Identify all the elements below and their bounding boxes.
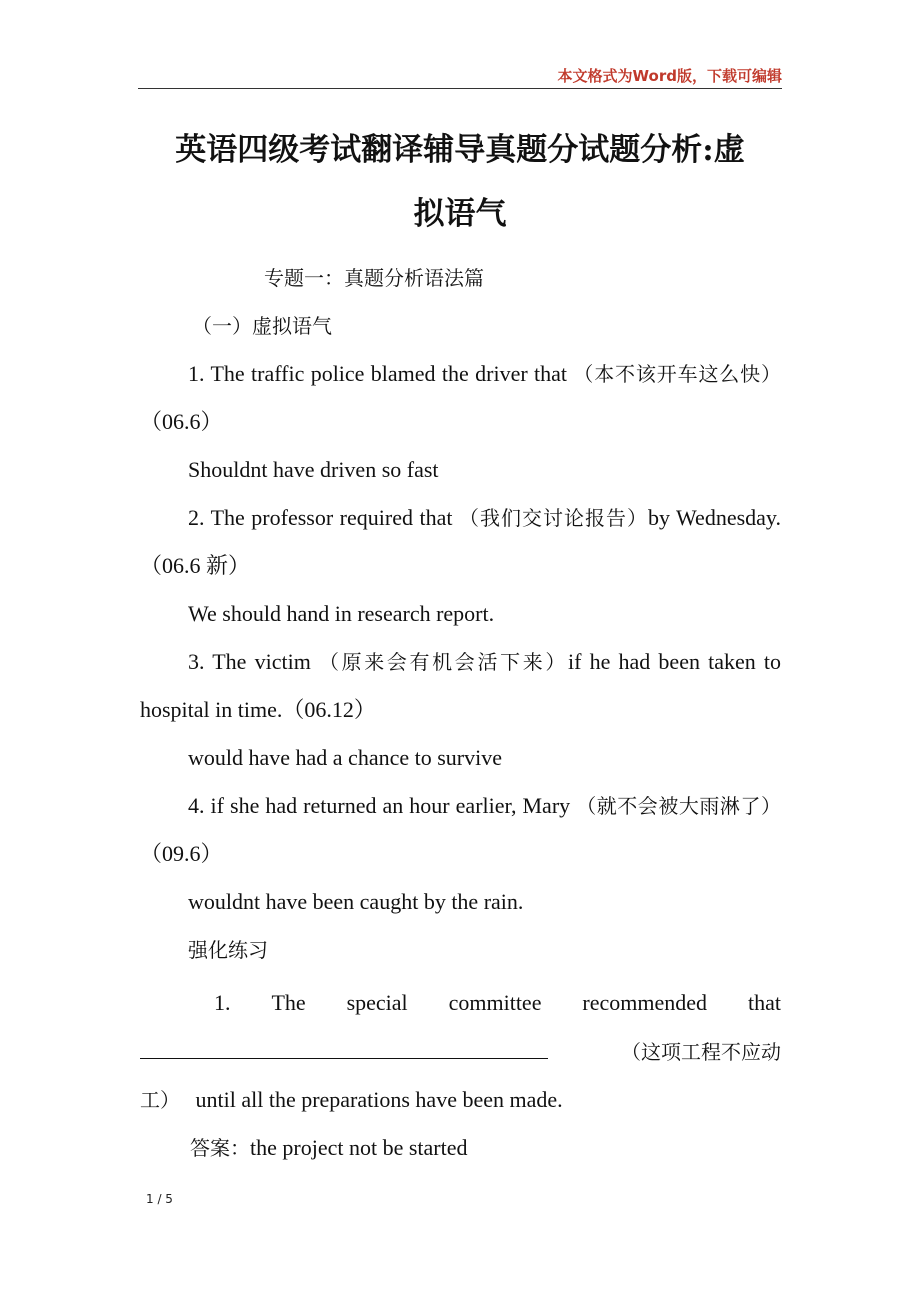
question-source: by Wednesday. （06.6 新） [140,505,781,578]
practice-question-1-line-2 [140,1036,781,1065]
question-hint: （本不该开车这么快） [573,362,782,386]
question-hint: （就不会被大雨淋了） [576,794,782,818]
answer-label: 答案： [190,1136,250,1160]
question-text: 4. if she had returned an hour earlier, Mary [188,793,577,818]
question-source: if he had been taken to hospital in time.（06.12） [140,649,781,722]
answer-1: Shouldnt have driven so fast [188,457,439,482]
question-3 [140,638,781,734]
document-title [138,118,782,246]
document-body [140,254,781,974]
practice-tail: until all the preparations have been made. [195,1087,563,1112]
answer-2: We should hand in research report. [188,601,495,626]
answer-4: wouldnt have been caught by the rain. [188,889,524,914]
practice-word: 1. [214,990,231,1015]
question-text: 1. The traffic police blamed the driver that [188,361,574,386]
question-4 [140,782,781,878]
header-divider [138,88,782,89]
practice-answer-1 [140,1132,831,1161]
question-source: （06.6） [140,409,223,434]
question-hint: （原来会有机会活下来） [318,650,569,674]
title-line-1: 英语四级考试翻译辅导真题分试题分析:虚 [175,132,745,168]
question-1 [140,350,781,446]
page-number: 1 / 5 [146,1192,173,1206]
practice-word: recommended [582,990,708,1015]
practice-word: committee [448,990,542,1015]
question-text: 3. The victim [188,649,319,674]
practice-word: special [346,990,408,1015]
practice-heading: 强化练习 [188,938,268,962]
practice-word: that [747,990,781,1015]
question-2 [140,494,781,590]
answer-blank [140,1036,548,1059]
practice-word: The [271,990,306,1015]
subsection-heading: （一）虚拟语气 [192,314,332,338]
answer-text: the project not be started [250,1135,468,1160]
practice-hint: （这项工程不应动 [621,1040,781,1064]
question-text: 2. The professor required that [188,505,459,530]
answer-3: would have had a chance to survive [188,745,502,770]
question-hint: （我们交讨论报告） [458,506,648,530]
question-source: （09.6） [140,841,223,866]
section-heading: 专题一：真题分析语法篇 [264,266,484,290]
header-note: 本文格式为Word版，下载可编辑 [557,67,782,85]
practice-question-1 [140,990,781,1016]
practice-question-1-line-3 [140,1084,781,1113]
title-line-2: 拟语气 [413,196,507,232]
practice-hint-end: 工） [140,1088,180,1112]
